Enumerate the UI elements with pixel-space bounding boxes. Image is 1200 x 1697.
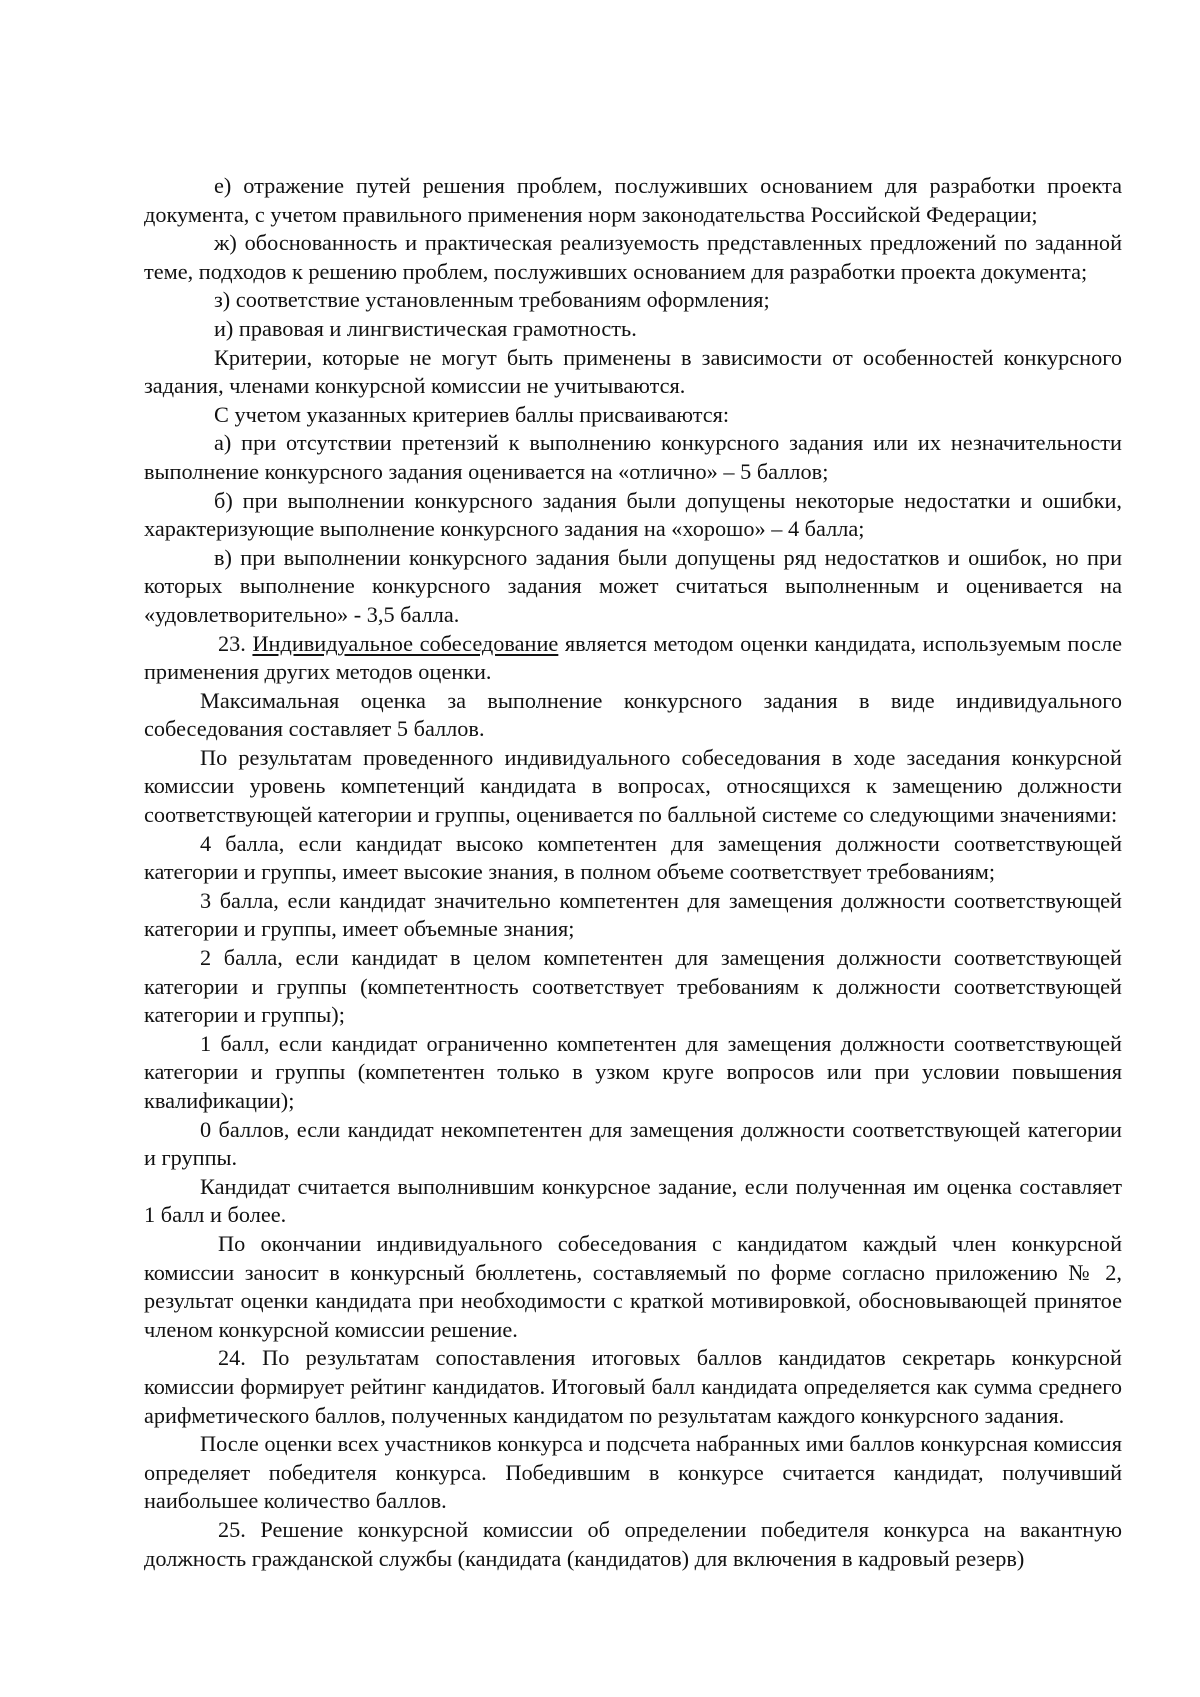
section-24: 24. По результатам сопоставления итоговых баллов кандидатов секретарь конкурсной комиссии формирует рейтинг кандидатов. Итоговый балл кандидата определяется как сумма среднего арифметического баллов, полученных кандидатом по результатам каждого конкурсного задания. [144,1345,1122,1428]
winner-paragraph: После оценки всех участников конкурса и подсчета набранных ими баллов конкурсная комиссия определяет победителя конкурса. Победившим в конкурсе считается кандидат, получивший наибольшее количество баллов. [144,1431,1122,1514]
pass-condition-paragraph: Кандидат считается выполнившим конкурсное задание, если полученная им оценка составляет 1 балл и более. [144,1173,1122,1228]
section-25: 25. Решение конкурсной комиссии об определении победителя конкурса на вакантную должность гражданской службы (кандидата (кандидатов) для включения в кадровый резерв) [144,1516,1122,1571]
score-1-paragraph: 1 балл, если кандидат ограниченно компетентен для замещения должности соответствующей категории и группы (компетентен только в узком круге вопросов или при условии повышения квалификации); [144,1030,1122,1113]
section-23 [144,630,1122,687]
score-b: б) при выполнении конкурсного задания были допущены некоторые недостатки и ошибки, характеризующие выполнение конкурсного задания на «хорошо» – 4 балла; [144,487,1122,542]
section-23-text: является методом оценки кандидата, используемым после применения других методов оценки. [144,630,1122,685]
item-z: з) соответствие установленным требованиям оформления; [214,287,770,313]
score-0-paragraph: 0 баллов, если кандидат некомпетентен для замещения должности соответствующей категории и группы. [144,1116,1122,1171]
score-3-paragraph: 3 балла, если кандидат значительно компетентен для замещения должности соответствующей категории и группы, имеет объемные знания; [144,887,1122,942]
score-v: в) при выполнении конкурсного задания были допущены ряд недостатков и ошибок, но при которых выполнение конкурсного задания может считаться выполненным и оценивается на «удовлетворительно» - 3,5 балла. [144,544,1122,627]
ballot-paragraph: По окончании индивидуального собеседования с кандидатом каждый член конкурсной комиссии заносит в конкурсный бюллетень, составляемый по форме согласно приложению № 2, результат оценки кандидата при необходимости с краткой мотивировкой, обосновывающей принятое членом конкурсной комиссии решение. [144,1230,1122,1342]
criteria-note: Критерии, которые не могут быть применены в зависимости от особенностей конкурсного задания, членами конкурсной комиссии не учитываются. [144,344,1122,399]
item-zh: ж) обоснованность и практическая реализуемость представленных предложений по заданной теме, подходов к решению проблем, послуживших основанием для разработки проекта документа; [144,230,1122,284]
document-page [144,172,1122,1573]
scoring-intro: С учетом указанных критериев баллы присваиваются: [214,401,730,427]
item-i: и) правовая и лингвистическая грамотность. [214,315,637,341]
score-4-paragraph: 4 балла, если кандидат высоко компетентен для замещения должности соответствующей категории и группы, имеет высокие знания, в полном объеме соответствует требованиям; [144,830,1122,885]
score-2-paragraph: 2 балла, если кандидат в целом компетентен для замещения должности соответствующей категории и группы (компетентность соответствует требованиям к должности соответствующей категории и группы); [144,945,1122,1028]
section-23-number: 23. [218,630,253,656]
item-e: е) отражение путей решения проблем, послуживших основанием для разработки проекта документа, с учетом правильного применения норм законодательства Российской Федерации; [144,173,1122,227]
score-a: а) при отсутствии претензий к выполнению конкурсного задания или их незначительности выполнение конкурсного задания оценивается на «отлично» – 5 баллов; [144,430,1122,484]
max-score-paragraph: Максимальная оценка за выполнение конкурсного задания в виде индивидуального собеседования составляет 5 баллов. [144,687,1122,742]
section-23-term: Индивидуальное собеседование [252,630,559,656]
interview-results-paragraph: По результатам проведенного индивидуального собеседования в ходе заседания конкурсной комиссии уровень компетенций кандидата в вопросах, относящихся к замещению должности соответствующей категории и группы, оценивается по балльной системе со следующими значениями: [144,744,1122,828]
